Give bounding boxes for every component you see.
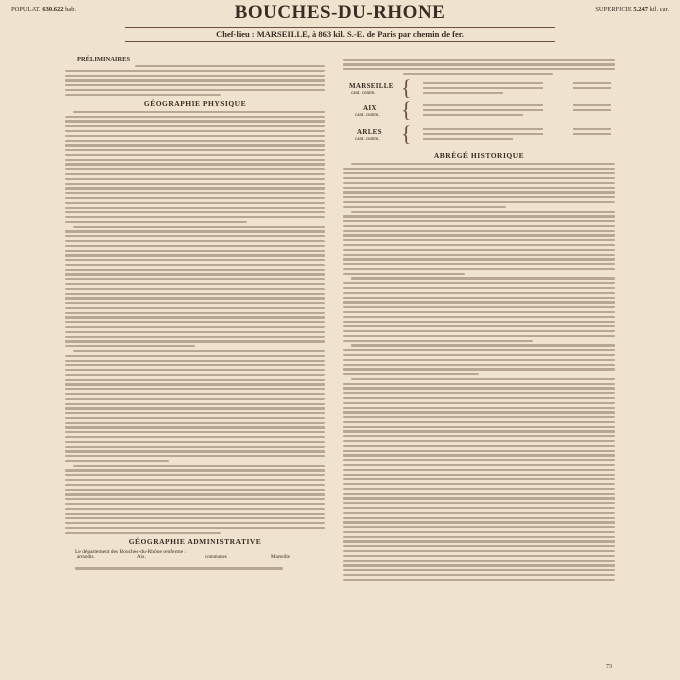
admin-col-0: arrondis. (77, 554, 95, 560)
text-line (343, 402, 615, 404)
text-line (65, 436, 325, 438)
text-line (351, 163, 615, 165)
text-line (343, 540, 615, 542)
title-rule (125, 27, 555, 28)
text-line (65, 125, 325, 127)
text-line (65, 240, 325, 242)
text-line (343, 177, 615, 179)
text-line (65, 522, 325, 524)
text-line (343, 354, 615, 356)
text-line (73, 226, 325, 228)
text-line (343, 321, 615, 323)
text-line (343, 497, 615, 499)
text-line (343, 526, 615, 528)
arrondissements-table (343, 74, 615, 148)
text-line (65, 460, 169, 462)
text-line (343, 234, 615, 236)
text-line (573, 87, 611, 89)
text-line (343, 325, 615, 327)
text-line (65, 84, 325, 86)
text-line (135, 65, 325, 67)
text-line (65, 331, 325, 333)
admin-col-2: communes (205, 554, 227, 560)
text-line (343, 512, 615, 514)
text-line (343, 459, 615, 461)
text-line (343, 397, 615, 399)
text-line (65, 94, 221, 96)
text-line (343, 407, 615, 409)
text-line (65, 489, 325, 491)
text-line (343, 292, 615, 294)
text-line (343, 316, 615, 318)
text-line (65, 278, 325, 280)
text-line (65, 120, 325, 122)
text-line (65, 364, 325, 366)
text-line (343, 416, 615, 418)
text-line (343, 368, 615, 370)
text-line (343, 469, 615, 471)
text-line (343, 536, 615, 538)
text-line (343, 450, 615, 452)
population-value: 630.622 (42, 6, 64, 13)
page-number: 73 (606, 664, 612, 670)
text-line (343, 172, 615, 174)
text-line (65, 207, 325, 209)
text-line (423, 133, 543, 135)
text-line (73, 111, 325, 113)
text-line (65, 503, 325, 505)
text-line (343, 287, 615, 289)
text-line (343, 225, 615, 227)
text-line (343, 268, 615, 270)
text-line (65, 326, 325, 328)
text-line (343, 574, 615, 576)
text-line (65, 259, 325, 261)
text-line (65, 192, 325, 194)
admin-col-1: Aix. (137, 554, 146, 560)
text-line (343, 191, 615, 193)
text-line (423, 104, 543, 106)
text-line (65, 197, 325, 199)
population-label: POPULAT. (11, 6, 41, 13)
brace-glyph: { (401, 74, 412, 100)
text-line (65, 517, 325, 519)
text-line (65, 230, 325, 232)
text-line (343, 521, 615, 523)
text-line (65, 383, 325, 385)
text-line (65, 527, 325, 529)
text-line (65, 422, 325, 424)
text-line (343, 335, 615, 337)
text-line (65, 283, 325, 285)
text-line (343, 531, 615, 533)
text-line (423, 114, 523, 116)
text-line (65, 140, 325, 142)
text-line (65, 513, 325, 515)
text-line (423, 82, 543, 84)
text-line (343, 555, 615, 557)
text-line (65, 70, 325, 72)
text-line (343, 254, 615, 256)
text-line (343, 387, 615, 389)
surface-value: 5.247 (633, 6, 649, 13)
text-line (343, 311, 615, 313)
text-line (343, 340, 533, 342)
text-line (343, 426, 615, 428)
text-line (65, 455, 325, 457)
text-line (65, 441, 325, 443)
text-line (343, 306, 615, 308)
text-line (343, 301, 615, 303)
abrege-text (343, 163, 615, 581)
text-line (343, 564, 615, 566)
text-line (65, 144, 325, 146)
text-line (65, 379, 325, 381)
arrond-aix-sub: cant. comm. (355, 112, 380, 118)
text-line (343, 244, 615, 246)
text-line (65, 173, 325, 175)
text-line (65, 316, 325, 318)
text-line (343, 411, 615, 413)
text-line (343, 569, 615, 571)
text-line (343, 478, 615, 480)
text-line (343, 454, 615, 456)
text-line (65, 355, 325, 357)
text-line (343, 435, 615, 437)
text-line (65, 398, 325, 400)
text-line (343, 383, 615, 385)
text-line (65, 321, 325, 323)
text-line (343, 68, 615, 70)
text-line (343, 502, 615, 504)
text-line (343, 258, 615, 260)
text-line (343, 474, 615, 476)
text-line (65, 388, 325, 390)
arrond-marseille-sub: cant. comm. (351, 90, 376, 96)
text-line (343, 297, 615, 299)
text-line (343, 579, 615, 581)
text-line (65, 116, 325, 118)
text-line (65, 479, 325, 481)
text-line (65, 474, 325, 476)
text-line (65, 288, 325, 290)
text-line (75, 567, 283, 569)
text-line (65, 75, 325, 77)
text-line (343, 182, 615, 184)
text-line (343, 239, 615, 241)
text-line (65, 532, 221, 534)
text-line (343, 187, 615, 189)
text-line (343, 230, 615, 232)
text-line (65, 235, 325, 237)
text-line (65, 273, 325, 275)
text-line (65, 426, 325, 428)
text-line (573, 128, 611, 130)
text-line (351, 378, 615, 380)
text-line (343, 359, 615, 361)
text-line (65, 498, 325, 500)
text-line (65, 168, 325, 170)
text-line (573, 104, 611, 106)
text-line (343, 464, 615, 466)
population-unit: hab. (65, 6, 77, 13)
text-line (65, 163, 325, 165)
text-line (343, 550, 615, 552)
surface-label: SUPERFICIE (595, 6, 632, 13)
text-line (65, 269, 325, 271)
text-line (65, 79, 325, 81)
text-line (343, 196, 615, 198)
text-line (65, 450, 325, 452)
text-line (65, 469, 325, 471)
text-line (65, 149, 325, 151)
text-line (65, 135, 325, 137)
text-line (65, 412, 325, 414)
text-line (65, 245, 325, 247)
text-line (343, 488, 615, 490)
arrond-aix: AIX (363, 103, 377, 112)
text-line (65, 431, 325, 433)
arrond-marseille: MARSEILLE (349, 81, 394, 90)
text-line (65, 484, 325, 486)
right-column (343, 56, 615, 583)
admin-continued (343, 59, 615, 76)
arrond-arles-sub: cant. comm. (355, 136, 380, 142)
text-line (65, 369, 325, 371)
text-line (343, 220, 615, 222)
admin-col-3: Marseille (271, 554, 290, 560)
preliminaires-block (65, 56, 325, 96)
text-line (65, 183, 325, 185)
text-line (65, 374, 325, 376)
page-title: BOUCHES-DU-RHONE (234, 2, 446, 23)
text-line (343, 392, 615, 394)
text-line (65, 302, 325, 304)
text-line (65, 216, 325, 218)
admin-intro: Le département des Bouches-du-Rhône renferme : (75, 548, 187, 555)
text-line (65, 130, 325, 132)
surface-unit: kil. car. (649, 6, 669, 13)
text-line (351, 277, 615, 279)
geo-admin-heading: GÉOGRAPHIE ADMINISTRATIVE (128, 536, 262, 546)
text-line (343, 517, 615, 519)
text-line (65, 345, 195, 347)
text-line (65, 297, 325, 299)
text-line (65, 89, 325, 91)
geo-physique-heading: GÉOGRAPHIE PHYSIQUE (143, 98, 247, 108)
text-line (343, 282, 615, 284)
text-line (65, 250, 325, 252)
text-line (343, 249, 615, 251)
text-line (65, 336, 325, 338)
text-line (73, 465, 325, 467)
text-line (65, 508, 325, 510)
text-line (423, 92, 503, 94)
text-line (65, 446, 325, 448)
text-line (65, 417, 325, 419)
text-line (65, 360, 325, 362)
text-line (573, 109, 611, 111)
preliminaires-heading: PRÉLIMINAIRES (77, 56, 131, 63)
subtitle-rule (125, 41, 555, 42)
text-line (65, 293, 325, 295)
text-line (403, 73, 553, 75)
text-line (343, 206, 506, 208)
text-line (65, 154, 325, 156)
text-line (423, 128, 543, 130)
text-line (65, 393, 325, 395)
text-line (351, 211, 615, 213)
text-line (65, 178, 325, 180)
brace-glyph: { (401, 120, 412, 146)
text-line (343, 493, 615, 495)
text-line (343, 63, 615, 65)
text-line (65, 340, 325, 342)
text-line (65, 211, 325, 213)
geo-physique-text (65, 111, 325, 534)
text-line (343, 507, 615, 509)
chef-lieu-line: Chef-lieu : MARSEILLE, à 863 kil. S.-E. de Paris par chemin de fer. (216, 29, 464, 39)
text-line (343, 445, 615, 447)
text-line (343, 440, 615, 442)
text-line (573, 82, 611, 84)
admin-row (65, 555, 325, 565)
text-line (65, 187, 325, 189)
text-line (343, 430, 615, 432)
text-line (343, 349, 615, 351)
text-line (65, 159, 325, 161)
text-line (65, 407, 325, 409)
text-line (65, 202, 325, 204)
text-line (343, 483, 615, 485)
text-line (343, 330, 615, 332)
arrond-arles: ARLES (357, 127, 382, 136)
text-line (65, 254, 325, 256)
text-line (573, 133, 611, 135)
text-line (343, 215, 615, 217)
text-line (343, 545, 615, 547)
text-line (423, 138, 513, 140)
text-line (73, 350, 325, 352)
text-line (65, 403, 325, 405)
text-line (343, 421, 615, 423)
text-line (65, 307, 325, 309)
text-line (343, 263, 615, 265)
text-line (65, 264, 325, 266)
text-line (343, 273, 465, 275)
text-line (65, 221, 247, 223)
abrege-heading: ABRÉGÉ HISTORIQUE (433, 150, 525, 160)
text-line (343, 364, 615, 366)
text-line (65, 493, 325, 495)
brace-glyph: { (401, 96, 412, 122)
text-line (343, 201, 615, 203)
text-line (343, 373, 479, 375)
text-line (423, 109, 543, 111)
text-line (423, 87, 543, 89)
left-column (65, 56, 325, 572)
text-line (343, 59, 615, 61)
text-line (343, 560, 615, 562)
text-line (65, 312, 325, 314)
text-line (343, 168, 615, 170)
text-line (351, 344, 615, 346)
